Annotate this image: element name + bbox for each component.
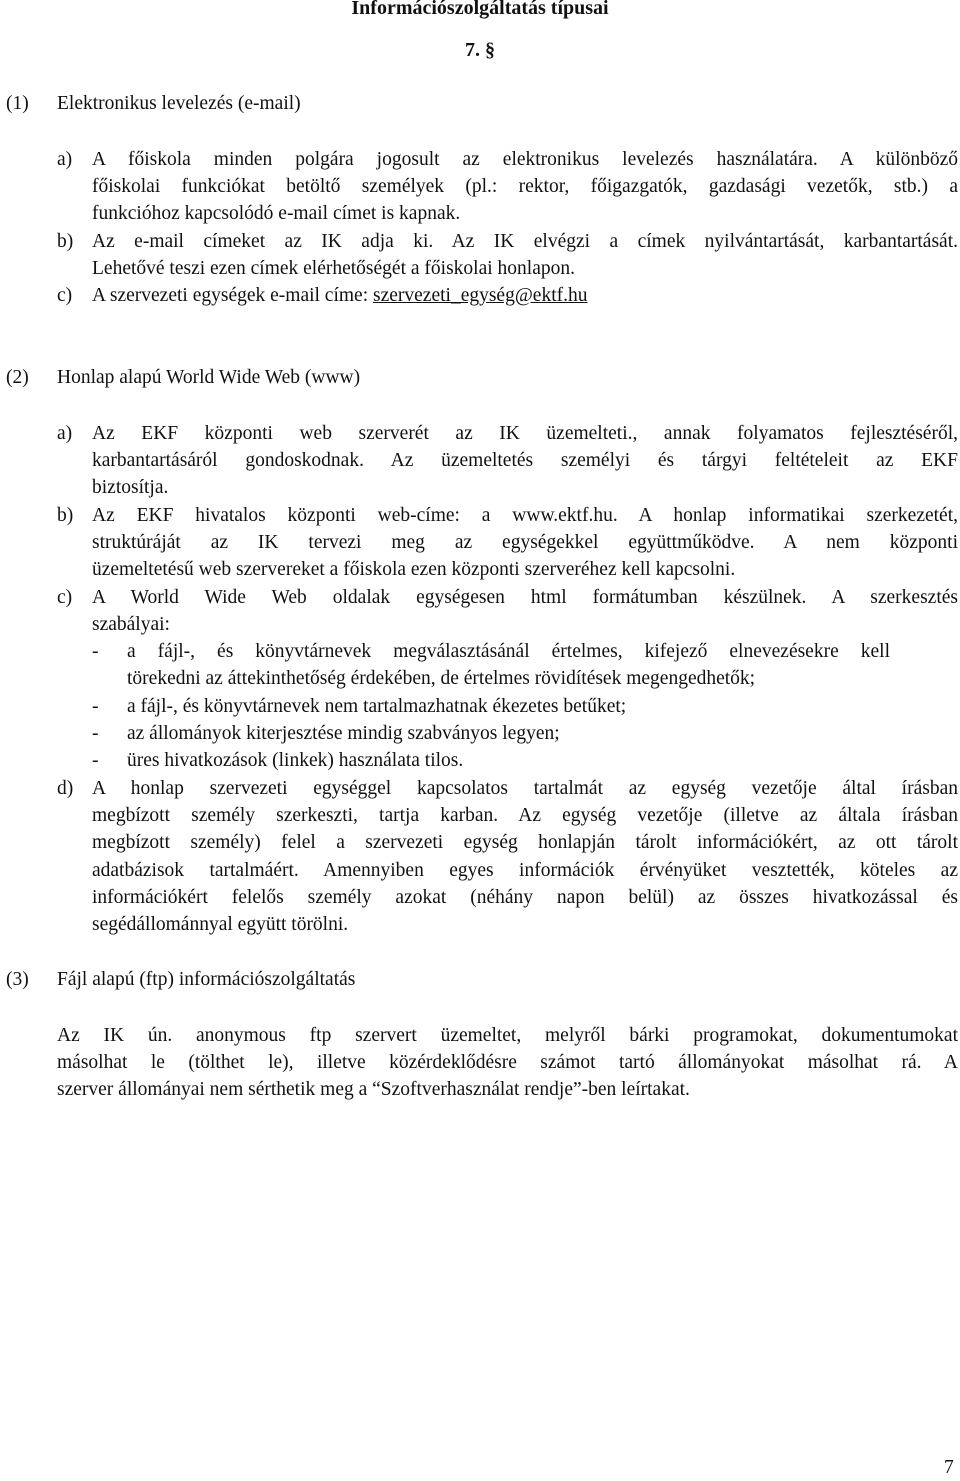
document-title: Információszolgáltatás típusai	[351, 0, 609, 19]
section-2-item-b-line-2: struktúráját az IK tervezi meg az egységekkel együttműködve. A nem központi	[92, 532, 958, 553]
paragraph-number: 7. §	[465, 39, 495, 61]
section-2-item-d-line-2: megbízott személy szerkeszti, tartja karban. Az egység vezetője (illetve az általa írásban	[92, 805, 958, 826]
section-3-number: (3)	[6, 969, 29, 990]
page-number: 7	[944, 1457, 954, 1478]
section-3-line-1: Az IK ún. anonymous ftp szervert üzemeltet, melyről bárki programokat, dokumentumokat	[57, 1025, 958, 1046]
rule-3-line-1: az állományok kiterjesztése mindig szabványos legyen;	[127, 723, 560, 744]
section-2-item-d-line-5: információkért felelős személy azokat (néhány napon belül) az összes hivatkozással és	[92, 887, 958, 908]
section-2-item-c-line-1: A World Wide Web oldalak egységesen html formátumban készülnek. A szerkesztés	[92, 587, 958, 608]
section-2-item-a-line-2: karbantartásáról gondoskodnak. Az üzemeltetés személyi és tárgyi feltételeit az EKF	[92, 450, 958, 471]
section-1-title: Elektronikus levelezés (e-mail)	[57, 93, 301, 114]
email-link[interactable]: szervezeti_egység@ektf.hu	[373, 285, 588, 306]
rule-2-line-1: a fájl-, és könyvtárnevek nem tartalmazhatnak ékezetes betűket;	[127, 696, 627, 717]
section-2-item-d-line-1: A honlap szervezeti egységgel kapcsolatos tartalmát az egység vezetője által írásban	[92, 778, 958, 799]
section-1-item-a-letter: a)	[57, 149, 73, 170]
rule-4-line-1: üres hivatkozások (linkek) használata tilos.	[127, 750, 464, 771]
section-1-item-c-prefix: A szervezeti egységek e-mail címe:	[92, 285, 373, 306]
section-2-item-c-line-2: szabályai:	[92, 614, 170, 635]
section-2-item-a-line-3: biztosítja.	[92, 477, 169, 498]
section-1-item-a-line-2: főiskolai funkciókat betöltő személyek (pl.: rektor, főigazgatók, gazdasági vezetők, stb.) a	[92, 176, 958, 197]
section-1-item-c-text	[92, 282, 958, 309]
section-2-item-b-letter: b)	[57, 505, 74, 526]
section-1-item-a-line-1: A főiskola minden polgára jogosult az elektronikus levelezés használatára. A különböző	[92, 149, 958, 170]
rule-1-dash: -	[92, 641, 99, 662]
section-1-item-b-line-2: Lehetővé teszi ezen címek elérhetőségét a főiskolai honlapon.	[92, 258, 575, 279]
rule-2-dash: -	[92, 696, 99, 717]
section-1-item-a-line-3: funkcióhoz kapcsolódó e-mail címet is kapnak.	[92, 203, 461, 224]
section-3-title: Fájl alapú (ftp) információszolgáltatás	[57, 969, 356, 990]
section-2-item-d-line-3: megbízott személy) felel a szervezeti egység honlapján tárolt információkért, az ott tárolt	[92, 832, 958, 853]
section-1-number: (1)	[6, 93, 29, 114]
section-2-item-c-letter: c)	[57, 587, 73, 608]
section-2-item-b-line-3: üzemeltetésű web szervereket a főiskola ezen központi szerveréhez kell kapcsolni.	[92, 559, 736, 580]
rule-3-dash: -	[92, 723, 99, 744]
section-2-title: Honlap alapú World Wide Web (www)	[57, 367, 361, 388]
rule-1-line-1: a fájl-, és könyvtárnevek megválasztásánál értelmes, kifejező elnevezésekre kell	[127, 641, 890, 662]
section-2-item-a-letter: a)	[57, 423, 73, 444]
section-1-item-b-letter: b)	[57, 231, 74, 252]
rule-4-dash: -	[92, 750, 99, 771]
section-2-number: (2)	[6, 367, 29, 388]
section-3-line-2: másolhat le (tölthet le), illetve közérdeklődésre számot tartó állományokat másolhat rá. A	[57, 1052, 958, 1073]
section-2-item-b-line-1: Az EKF hivatalos központi web-címe: a www.ektf.hu. A honlap informatikai szerkezetét,	[92, 505, 958, 526]
section-3-line-3: szerver állományai nem sérthetik meg a “Szoftverhasználat rendje”-ben leírtakat.	[57, 1079, 690, 1100]
section-2-item-d-line-6: segédállománnyal együtt törölni.	[92, 914, 349, 935]
section-1-item-b-line-1: Az e-mail címeket az IK adja ki. Az IK elvégzi a címek nyilvántartását, karbantartását.	[92, 231, 958, 252]
section-1-item-c-letter: c)	[57, 285, 73, 306]
section-2-item-d-line-4: adatbázisok tartalmáért. Amennyiben egyes információk érvényüket vesztették, köteles az	[92, 860, 958, 881]
section-2-item-d-letter: d)	[57, 778, 74, 799]
rule-1-line-2: törekedni az áttekinthetőség érdekében, de értelmes rövidítések megengedhetők;	[127, 668, 756, 689]
section-2-item-a-line-1: Az EKF központi web szerverét az IK üzemelteti., annak folyamatos fejlesztéséről,	[92, 423, 958, 444]
